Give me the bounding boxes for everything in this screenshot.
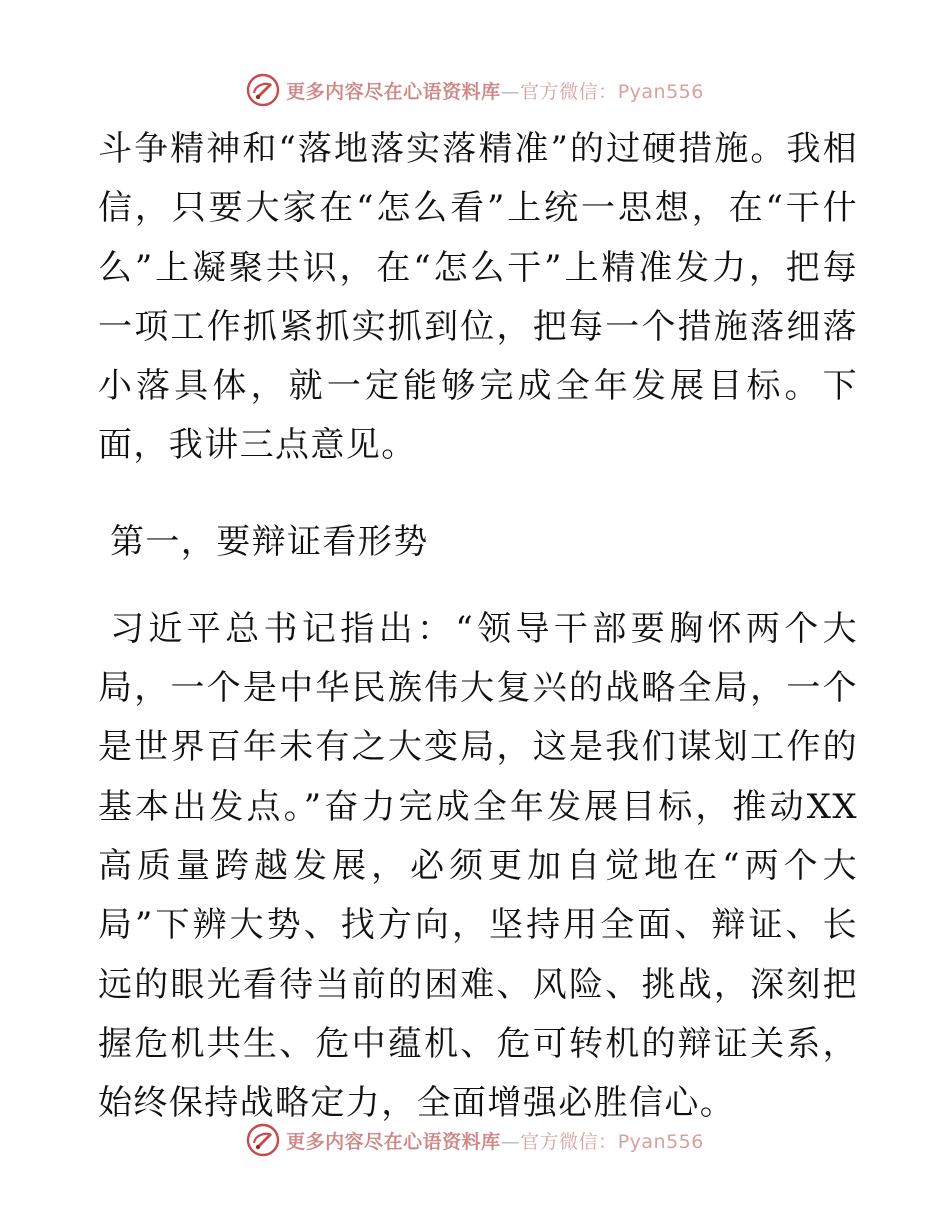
watermark-wechat-label: 官方微信： (520, 80, 618, 103)
watermark-header (0, 70, 950, 110)
section-heading: 第一，要辩证看形势 (110, 521, 429, 562)
watermark-wechat-id: Pyan556 (617, 80, 704, 103)
watermark-text (286, 1127, 704, 1154)
watermark-separator: — (500, 1130, 521, 1153)
watermark-wechat-label: 官方微信： (520, 1130, 618, 1153)
watermark-separator: — (500, 80, 521, 103)
watermark-wechat-id: Pyan556 (617, 1130, 704, 1153)
paragraph-intro: 斗争精神和“落地落实落精准”的过硬措施。我相信，只要大家在“怎么看”上统一思想，在“干什么”上凝聚共识，在“怎么干”上精准发力，把每一项工作抓紧抓实抓到位，把每一个措施落细落小落具体，就一定能够完成全年发展目标。下面，我讲三点意见。 (98, 129, 858, 466)
heart-pen-logo-icon (246, 73, 280, 107)
watermark-text (286, 77, 704, 104)
watermark-footer (0, 1120, 950, 1160)
watermark-brand: 更多内容尽在心语资料库 (286, 1130, 501, 1153)
document-body (98, 120, 858, 1133)
watermark-brand: 更多内容尽在心语资料库 (286, 80, 501, 103)
paragraph-section-1: 习近平总书记指出：“领导干部要胸怀两个大局，一个是中华民族伟大复兴的战略全局，一个是世界百年未有之大变局，这是我们谋划工作的基本出发点。”奋力完成全年发展目标，推动XX高质量跨越发展，必须更加自觉地在“两个大局”下辨大势、找方向，坚持用全面、辩证、长远的眼光看待当前的困难、风险、挑战，深刻把握危机共生、危中蕴机、危可转机的辩证关系，始终保持战略定力，全面增强必胜信心。 (98, 608, 858, 1124)
heart-pen-logo-icon (246, 1123, 280, 1157)
